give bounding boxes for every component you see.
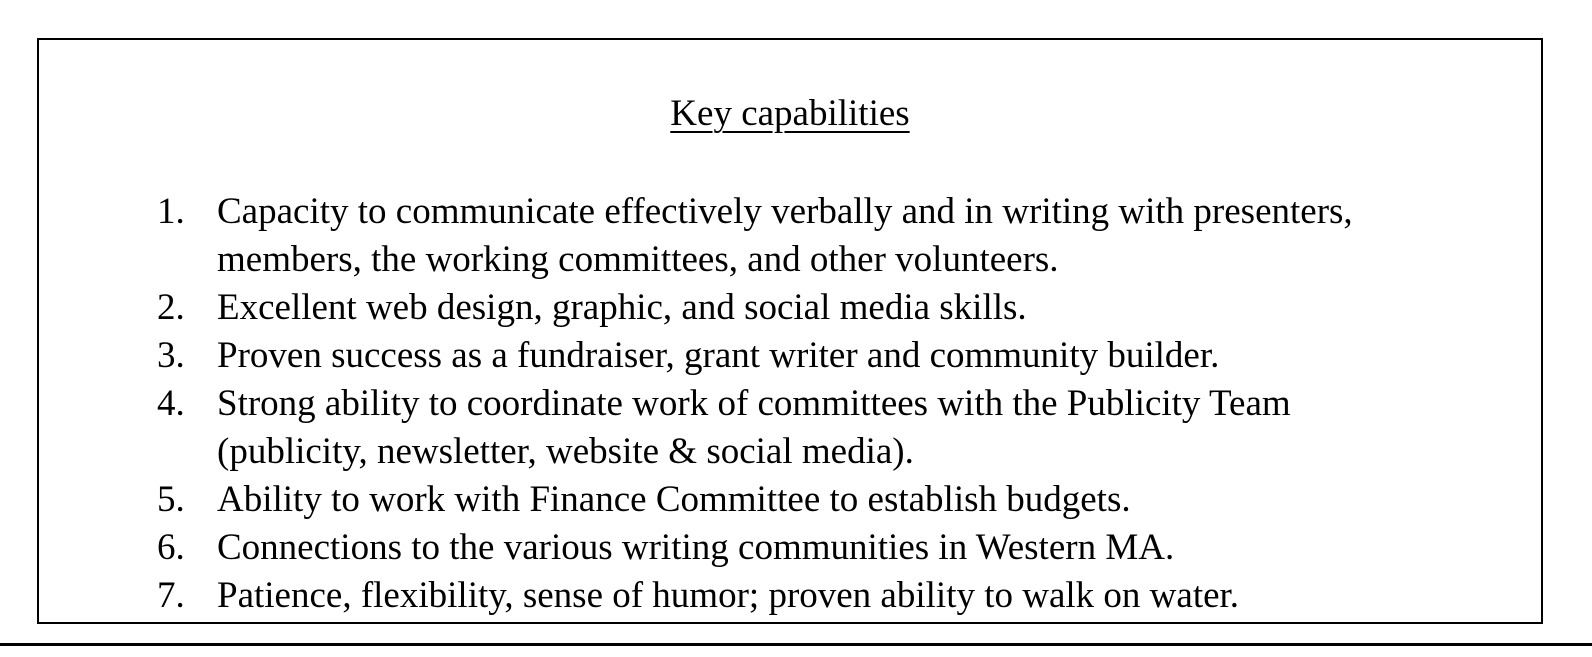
capabilities-box [37, 38, 1543, 624]
section-title-text: Key capabilities [670, 93, 910, 134]
list-item [157, 572, 1557, 620]
capabilities-list [157, 188, 1557, 620]
list-item-text: Strong ability to coordinate work of committees with the Publicity Team (publicity, newsletter, website & social media). [217, 383, 1291, 472]
section-title [39, 90, 1541, 138]
list-item-text: Connections to the various writing communities in Western MA. [217, 527, 1175, 568]
list-item [157, 476, 1557, 524]
list-item [157, 380, 1557, 476]
list-item [157, 188, 1557, 284]
list-item-number: 2. [157, 287, 185, 328]
list-item-text: Patience, flexibility, sense of humor; proven ability to walk on water. [217, 575, 1240, 616]
list-item-number: 7. [157, 575, 185, 616]
list-item-text: Proven success as a fundraiser, grant writer and community builder. [217, 335, 1220, 376]
list-item [157, 332, 1557, 380]
list-item-text: Excellent web design, graphic, and social media skills. [217, 287, 1027, 328]
list-item-text: Ability to work with Finance Committee to establish budgets. [217, 479, 1131, 520]
list-item-number: 6. [157, 527, 185, 568]
list-item-number: 1. [157, 191, 185, 232]
bottom-divider [0, 643, 1592, 646]
list-item [157, 284, 1557, 332]
list-item-number: 4. [157, 383, 185, 424]
list-item-text: Capacity to communicate effectively verbally and in writing with presenters, members, the working committees, and other volunteers. [217, 191, 1353, 280]
list-item [157, 524, 1557, 572]
list-item-number: 3. [157, 335, 185, 376]
list-item-number: 5. [157, 479, 185, 520]
